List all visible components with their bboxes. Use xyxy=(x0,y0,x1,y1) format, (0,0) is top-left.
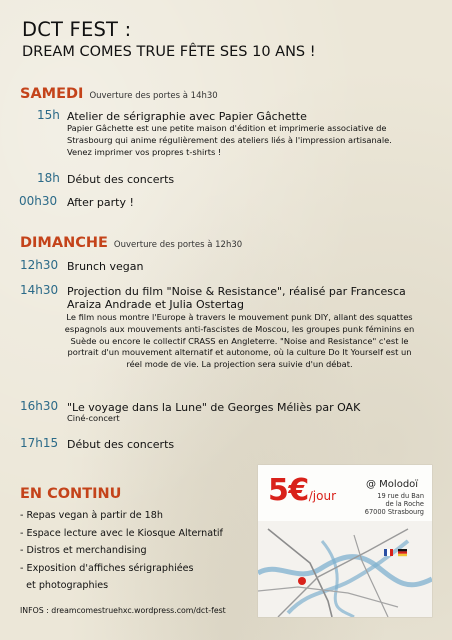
price xyxy=(268,473,336,508)
flyer-title: DCT FEST : xyxy=(22,18,132,41)
infos-link[interactable]: dreamcomestruehxc.wordpress.com/dct-fest xyxy=(51,606,226,615)
event-description: Papier Gâchette est une petite maison d'édition et imprimerie associative de Strasbourg qui anime régulièrement des ateliers liés à l'impression artisanale. Venez imprimer vos propres t-shirts ! xyxy=(67,123,392,157)
infos-line xyxy=(20,606,226,615)
saturday-doors: Ouverture des portes à 14h30 xyxy=(89,91,218,101)
event-title: After party ! xyxy=(67,196,134,209)
event-time: 17h15 xyxy=(20,436,59,450)
sunday-doors: Ouverture des portes à 12h30 xyxy=(113,240,243,250)
list-item: - Exposition d'affiches sérigraphiées xyxy=(20,562,194,574)
event-time: 15h xyxy=(37,108,60,122)
price-venue-card xyxy=(258,465,432,617)
venue-address xyxy=(365,492,424,517)
event-title: Début des concerts xyxy=(67,438,175,451)
list-item: - Repas vegan à partir de 18h xyxy=(20,510,163,521)
event-title: Projection du film "Noise & Resistance", réalisé par Francesca xyxy=(67,285,406,298)
price-unit: /jour xyxy=(308,489,337,503)
list-item: - Distros et merchandising xyxy=(20,545,147,556)
saturday-day-label: SAMEDI xyxy=(20,86,84,102)
list-item: - Espace lecture avec le Kiosque Alternatif xyxy=(20,527,223,539)
venue-marker-icon xyxy=(298,577,306,585)
event-title: Début des concerts xyxy=(67,173,175,186)
event-time: 18h xyxy=(37,171,60,185)
address-line: 67000 Strasbourg xyxy=(364,508,424,517)
continuous-heading: EN CONTINU xyxy=(20,486,122,502)
infos-label: INFOS : xyxy=(20,606,52,615)
event-time: 16h30 xyxy=(20,399,59,413)
event-title-line2: Araiza Andrade et Julia Ostertag xyxy=(67,298,245,311)
event-time: 00h30 xyxy=(19,194,58,208)
venue-map xyxy=(258,521,432,617)
event-subtitle: Ciné-concert xyxy=(67,413,120,423)
event-description: Le film nous montre l'Europe à travers le mouvement punk DIY, allant des squattes espagnols aux mouvements anti-fascistes de Moscou, les groupes punk féminins en Suède ou encore le collectif CRASS en Angleterre. "Noise and Resistance" c'est le portrait d'un mouvement alternatif et autonome, où la culture Do It Yourself est un réel mode de vie. La projection sera suivie d'un débat. xyxy=(64,312,415,370)
sunday-day-label: DIMANCHE xyxy=(20,235,108,251)
event-title: Brunch vegan xyxy=(67,260,144,273)
continuous-list xyxy=(20,507,223,595)
address-line: 19 rue du Ban xyxy=(377,492,424,500)
event-time: 12h30 xyxy=(20,258,59,272)
list-item: et photographies xyxy=(20,580,109,591)
flyer-subtitle: DREAM COMES TRUE FÊTE SES 10 ANS ! xyxy=(22,44,316,60)
event-title: "Le voyage dans la Lune" de Georges Méliès par OAK xyxy=(67,401,361,414)
venue-name: @ Molodoï xyxy=(366,479,419,490)
address-line: de la Roche xyxy=(385,500,424,509)
sunday-heading xyxy=(20,235,242,251)
event-title: Atelier de sérigraphie avec Papier Gâchette xyxy=(67,110,307,123)
saturday-heading xyxy=(20,86,218,102)
price-amount: 5€ xyxy=(268,473,309,508)
event-time: 14h30 xyxy=(20,283,59,297)
